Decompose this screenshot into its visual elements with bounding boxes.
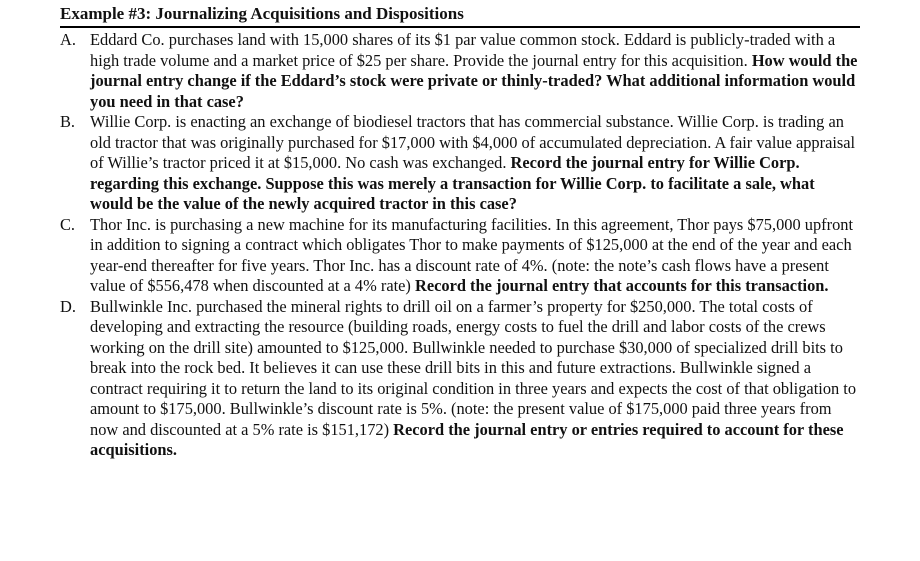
item-text: Eddard Co. purchases land with 15,000 shares of its $1 par value common stock. Eddard is publicly-traded with a high trade volume and a market price of $25 per share. Provide the journal entry for this acquisition.: [90, 30, 836, 70]
item-d: [60, 297, 860, 461]
item-letter: B.: [60, 112, 76, 131]
item-text: Thor Inc. is purchasing a new machine for its manufacturing facilities. In this agreement, Thor pays $75,000 upfront in addition to signing a contract which obligates Thor to make payments of $125,000 at the end of the year and each year-end thereafter for five years. Thor Inc. has a discount rate of 4%. (note: the note’s cash flows have a present value of $556,478 when discounted at a 4% rate): [90, 214, 854, 295]
document: [60, 4, 860, 461]
item-question: How would the journal entry change if the Eddard’s stock were private or thinly-traded? What additional information would you need in that case?: [90, 50, 858, 111]
item-letter: C.: [60, 214, 76, 234]
item-a: [60, 30, 860, 112]
item-question: Record the journal entry or entries required to account for these acquisitions.: [90, 419, 844, 459]
item-text: Bullwinkle Inc. purchased the mineral rights to drill oil on a farmer’s property for $250,000. The total costs of developing and extracting the resource (building roads, energy costs to fuel the drill and labor costs of the crews working on the drill site) amounted to $125,000. Bullwinkle needed to purchase $30,000 of specialized drill bits to break into the rock bed. It believes it can use these drill bits in this and future extractions. Bullwinkle signed a contract requiring it to return the land to its original condition in three years and expects the cost of that obligation to amount to $175,000. Bullwinkle’s discount rate is 5%. (note: the present value of $175,000 paid three years from now and discounted at a 5% rate is $151,172): [90, 296, 857, 439]
item-letter: A.: [60, 30, 76, 49]
item-question: Record the journal entry for Willie Corp. regarding this exchange. Suppose this was merely a transaction for Willie Corp. to facilitate a sale, what would be the value of the newly acquired tractor in this case?: [90, 153, 815, 213]
example-title: Example #3: Journalizing Acquisitions and Dispositions: [60, 4, 860, 28]
item-c: [60, 215, 860, 297]
item-text: Willie Corp. is enacting an exchange of biodiesel tractors that has commercial substance. Willie Corp. is trading an old tractor that was originally purchased for $17,000 with $4,000 of accumulated depreciation. A fair value appraisal of Willie’s tractor priced it at $15,000. No cash was exchanged.: [90, 112, 856, 172]
item-question: Record the journal entry that accounts for this transaction.: [414, 276, 829, 295]
item-letter: D.: [60, 296, 76, 316]
item-b: [60, 112, 860, 215]
